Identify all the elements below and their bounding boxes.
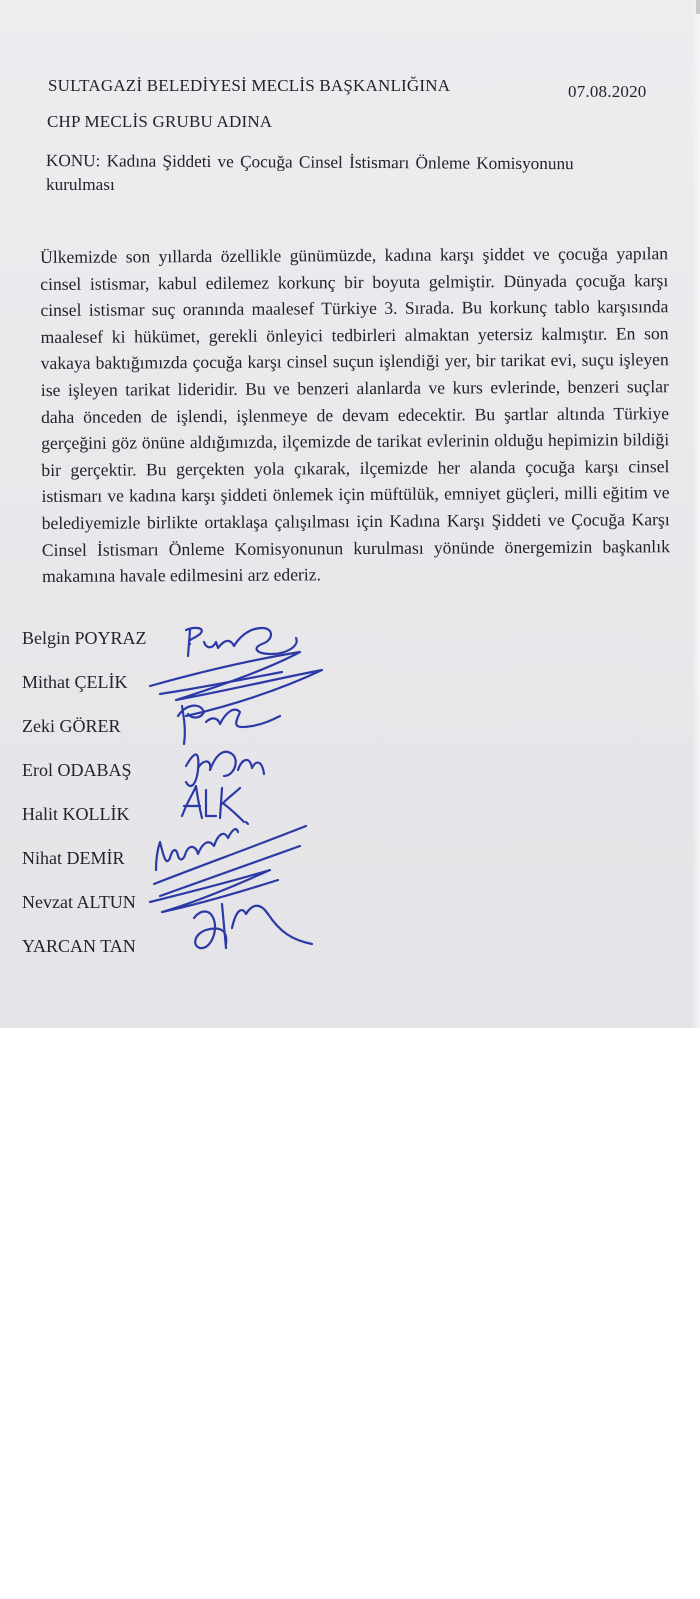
signature-mithat-celik bbox=[150, 652, 322, 716]
signatory-name: Zeki GÖRER bbox=[22, 716, 121, 736]
body-paragraph: Ülkemizde son yıllarda özellikle günümüzde, kadına karşı şiddet ve çocuğa yapılan cinsel istismar, kabul edilemez korkunç bir boyuta gelmiştir. Dünyada çocuğa karşı cinsel istismar suç oranında maalesef Türkiye 3. Sırada. Bu korkunç tablo karşısında maalesef ki hükümet, gerekli önleyici tedbirleri almaktan yetersiz kalmıştır. En son vakaya baktığımızda çocuğa karşı cinsel suçun işlendiği yer, bir tarikat evi, suçu işleyen ise işleyen tarikat lideridir. Bu ve benzeri alanlarda ve kurs evlerinde, benzeri suçlar daha önceden de işlendi, işlenmeye de devam edecektir. Bu şartlar altında Türkiye gerçeğini göz önüne aldığımızda, ilçemizde de tarikat evlerinin olduğu hepimizin bildiği bir gerçektir. Bu gerçekten yola çıkarak, ilçemizde her alanda çocuğa karşı cinsel istismarı ve kadına karşı şiddeti önlemek için müftülük, emniyet güçleri, milli eğitim ve belediyemizle birlikte ortaklaşa çalışılması için Kadına Karşı Şiddeti ve Çocuğa Karşı Cinsel İstismarı Önleme Komisyonunun kurulması yönünde önergemizin başkanlık makamına havale edilmesini arz ederiz. bbox=[40, 243, 670, 587]
group-heading: CHP MECLİS GRUBU ADINA bbox=[47, 112, 273, 131]
signature-erol-odabas bbox=[186, 752, 264, 786]
subject-line-continued: kurulması bbox=[46, 175, 115, 194]
signatory-name: Nihat DEMİR bbox=[22, 848, 125, 868]
signatory-name: Erol ODABAŞ bbox=[22, 760, 132, 780]
signatory-name: Nevzat ALTUN bbox=[22, 892, 136, 912]
signatory-name: Halit KOLLİK bbox=[22, 804, 130, 824]
addressee-heading: SULTAGAZİ BELEDİYESİ MECLİS BAŞKANLIĞINA bbox=[48, 76, 451, 95]
signatory-name: YARCAN TAN bbox=[22, 936, 136, 956]
signatory-name: Mithat ÇELİK bbox=[22, 672, 128, 692]
subject-line: KONU: Kadına Şiddeti ve Çocuğa Cinsel İstismarı Önleme Komisyonunu bbox=[45, 151, 574, 174]
signature-nihat-demir bbox=[154, 826, 306, 896]
document-date: 07.08.2020 bbox=[568, 82, 647, 101]
signature-halit-kollik bbox=[182, 786, 248, 824]
signature-belgin-poyraz bbox=[186, 628, 297, 656]
signature-zeki-gorer bbox=[178, 706, 280, 744]
signature-yarcan-tan bbox=[194, 904, 312, 948]
signatory-name: Belgin POYRAZ bbox=[22, 628, 147, 648]
